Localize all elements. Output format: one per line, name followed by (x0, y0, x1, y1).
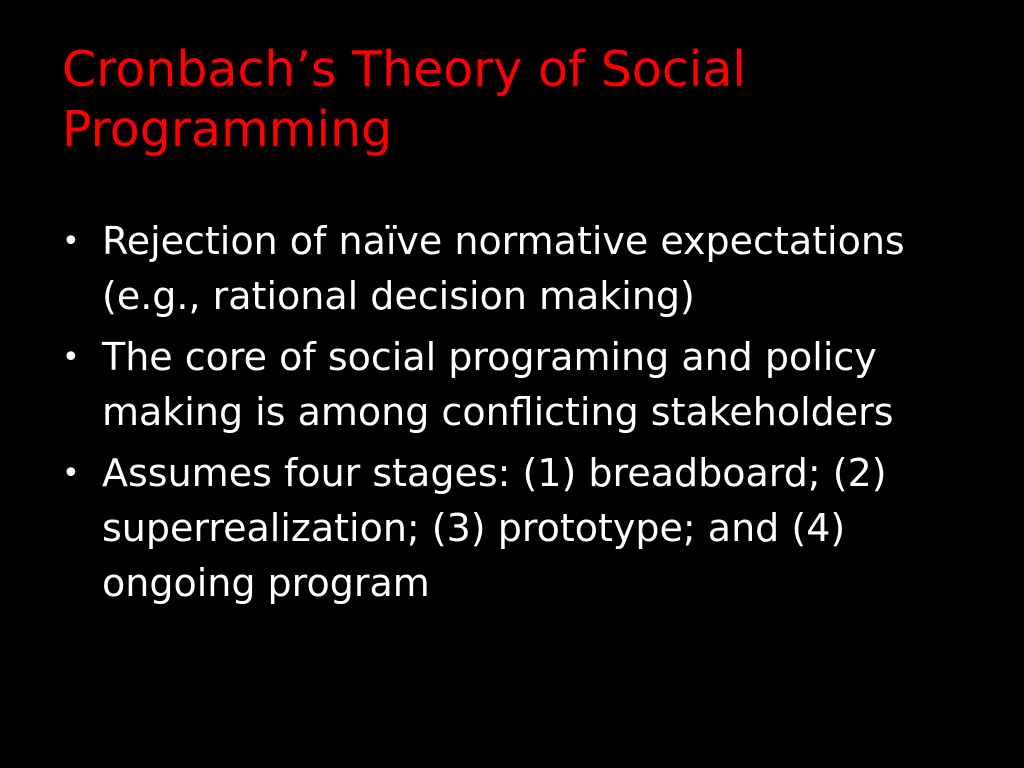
bullet-item (62, 214, 982, 324)
bullet-icon: • (62, 456, 80, 491)
bullet-icon: • (62, 224, 80, 259)
bullet-text: Rejection of naïve normative expectations (e.g., rational decision making) (102, 219, 905, 318)
slide-title: Cronbach’s Theory of Social Programming (62, 41, 747, 158)
bullet-text: Assumes four stages: (1) breadboard; (2) superrealization; (3) prototype; and (4) ongoing program (102, 451, 887, 605)
bullet-text: The core of social programing and policy making is among conflicting stakeholders (102, 335, 894, 434)
bullet-icon: • (62, 340, 80, 375)
bullet-item (62, 446, 982, 611)
bullet-item (62, 330, 982, 440)
bullet-list (62, 214, 982, 617)
